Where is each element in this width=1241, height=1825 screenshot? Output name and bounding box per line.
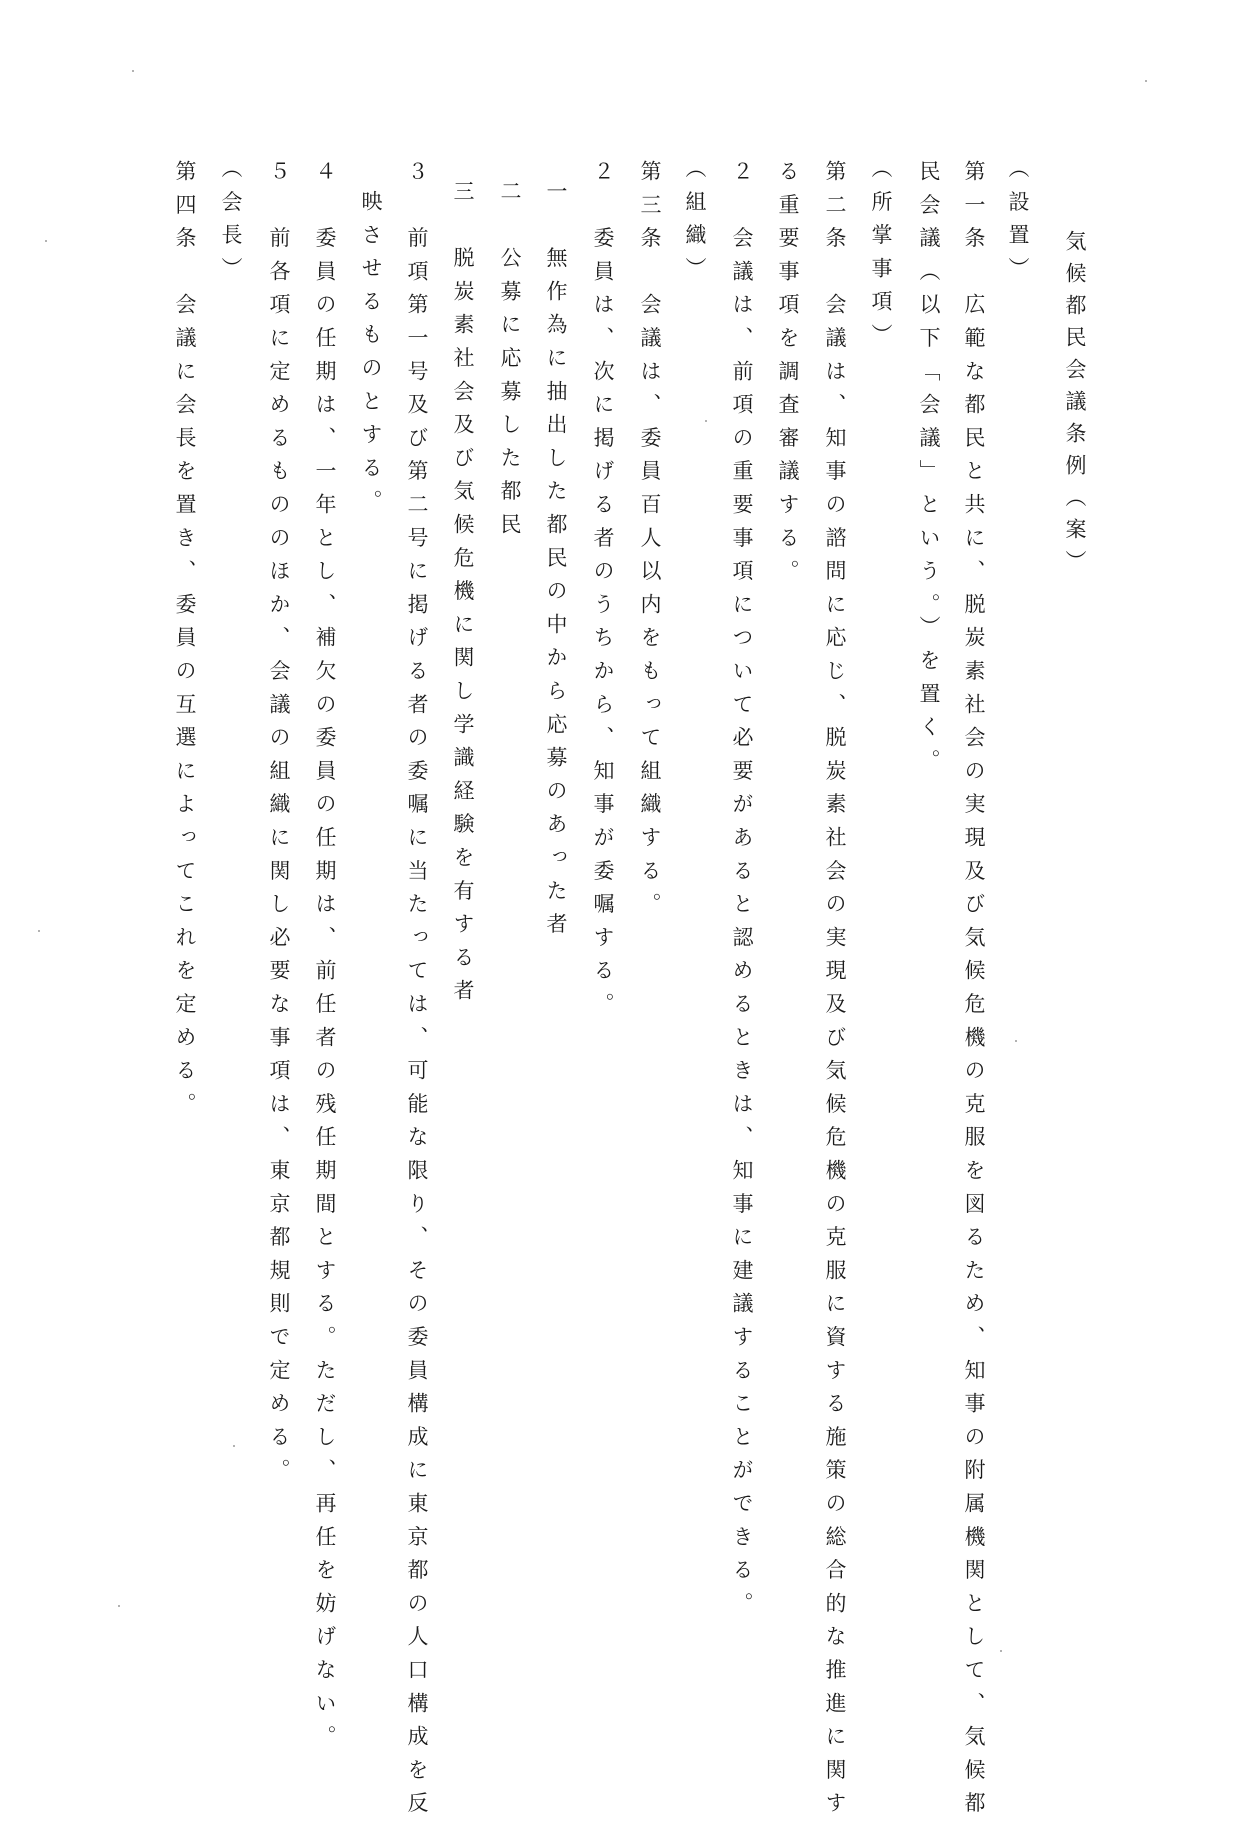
article-2-line-1: 第二条 会議は、知事の諮問に応じ、脱炭素社会の実現及び気候危機の克服に資する施策の総合的な推進に関す	[823, 160, 847, 1825]
heading-duties: （所掌事項）	[869, 157, 893, 357]
scan-speck	[233, 1445, 235, 1447]
scan-speck	[118, 1605, 120, 1607]
heading-chairperson: （会長）	[219, 157, 243, 291]
document-title: 気候都民会議条例（案）	[1063, 230, 1087, 582]
scan-speck	[38, 930, 40, 932]
article-3-paragraph-2: ２ 委員は、次に掲げる者のうちから、知事が委嘱する。	[591, 160, 615, 1026]
article-1-line-1: 第一条 広範な都民と共に、脱炭素社会の実現及び気候危機の克服を図るため、知事の附属機関として、気候都	[962, 160, 986, 1825]
scan-speck	[1145, 80, 1147, 82]
scan-speck	[45, 240, 47, 242]
article-4-line-1: 第四条 会議に会長を置き、委員の互選によってこれを定める。	[173, 160, 197, 1126]
scan-speck	[1015, 1040, 1017, 1042]
article-3-paragraph-4: ４ 委員の任期は、一年とし、補欠の委員の任期は、前任者の残任期間とする。ただし、再任を妨げない。	[313, 160, 337, 1759]
article-3-line-1: 第三条 会議は、委員百人以内をもって組織する。	[638, 160, 662, 926]
article-3-paragraph-5: ５ 前各項に定めるもののほか、会議の組織に関し必要な事項は、東京都規則で定める。	[267, 160, 291, 1492]
article-3-paragraph-3-line-2: 映させるものとする。	[359, 190, 383, 523]
scan-speck	[705, 420, 707, 422]
article-3-item-2: 二 公募に応募した都民	[498, 180, 522, 547]
article-3-item-1: 一 無作為に抽出した都民の中から応募のあった者	[544, 180, 568, 946]
article-3-paragraph-3-line-1: ３ 前項第一号及び第二号に掲げる者の委嘱に当たっては、可能な限り、その委員構成に東京都の人口構成を反	[405, 160, 429, 1825]
article-3-item-3: 三 脱炭素社会及び気候危機に関し学識経験を有する者	[451, 180, 475, 1013]
article-1-line-2: 民会議（以下「会議」という。）を置く。	[917, 160, 941, 783]
article-2-paragraph-2: ２ 会議は、前項の重要事項について必要があると認めるときは、知事に建議することができる。	[730, 160, 754, 1626]
heading-organization: （組織）	[683, 157, 707, 291]
heading-setting: （設置）	[1006, 157, 1030, 291]
scan-speck	[132, 70, 134, 72]
scan-speck	[1000, 1650, 1002, 1652]
article-2-line-2: る重要事項を調査審議する。	[776, 160, 800, 593]
